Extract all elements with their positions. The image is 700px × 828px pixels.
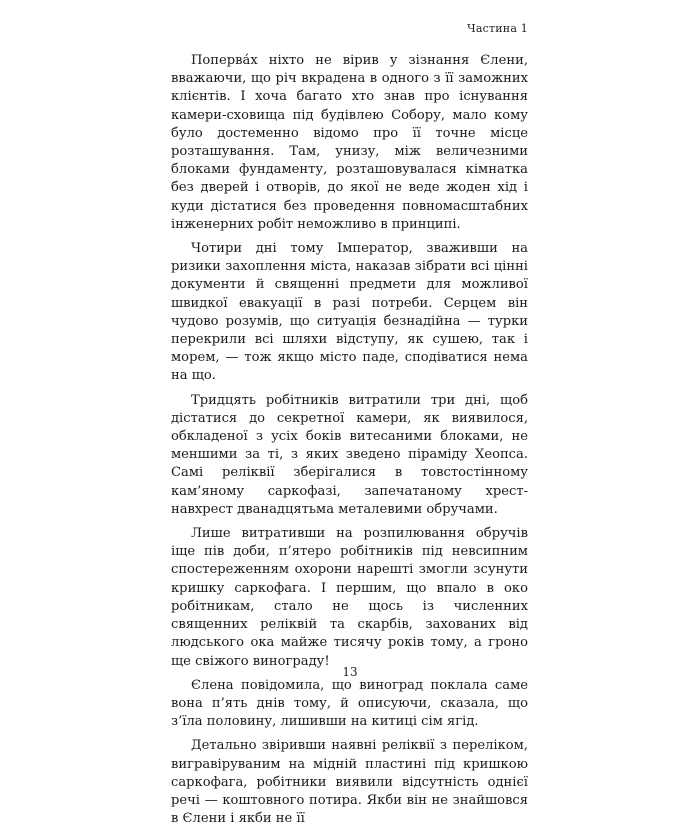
- paragraph: Єлена повідомила, що виноград поклала саме вона п’ять днів тому, й описуючи, сказала, що з’їла половину, лишивши на китиці сім ягід.: [171, 677, 528, 730]
- page-number: 13: [342, 665, 358, 679]
- paragraph: Лише витративши на розпилювання обручів іще пів доби, п’ятеро робітників під невсипним спостереженням охорони нарешті змогли зсунути кришку саркофага. І першим, що впало в око робітникам, стало не щось із численних священних реліквій та скарбів, захованих від людського ока майже тисячу років тому, а гроно ще свіжого винограду!: [171, 526, 528, 669]
- body-text: [171, 52, 528, 828]
- paragraph: Детально звіривши наявні реліквії з переліком, вигравіруваним на мідній пластині під кришкою саркофага, робітники виявили відсутність однієї речі — коштовного потира. Якби він не знайшовся в Єлени і якби не її: [171, 738, 528, 827]
- paragraph: Чотири дні тому Імператор, зваживши на ризики захоплення міста, наказав зібрати всі цінні документи й священні предмети для можливої швидкої евакуації в разі потреби. Серцем він чудово розумів, що ситуація безнадійна — турки перекрили всі шляхи відступу, як сушею, так і морем, — тож якщо місто паде, сподіватися нема на що.: [171, 241, 528, 384]
- running-header: Частина 1: [467, 22, 528, 35]
- paragraph: Поперва́х ніхто не вірив у зізнання Єлени, вважаючи, що річ вкрадена в одного з її заможних клієнтів. І хоча багато хто знав про існування камери-сховища під будівлею Собору, мало кому було достеменно відомо про її точне місце розташування. Там, унизу, між величезними блоками фундаменту, розташовувалася кімнатка без дверей і отворів, до якої не веде жоден хід і куди дістатися без проведення повномасштабних інженерних робіт неможливо в принципі.: [171, 53, 528, 232]
- paragraph: Тридцять робітників витратили три дні, щоб дістатися до секретної камери, як виявилося, обкладеної з усіх боків витесаними блоками, не меншими за ті, з яких зведено піраміду Хеопса. Самі реліквії зберігалися в товстостінному кам’яному саркофазі, запечатаному хрест-навхрест дванадцятьма металевими обручами.: [171, 392, 528, 517]
